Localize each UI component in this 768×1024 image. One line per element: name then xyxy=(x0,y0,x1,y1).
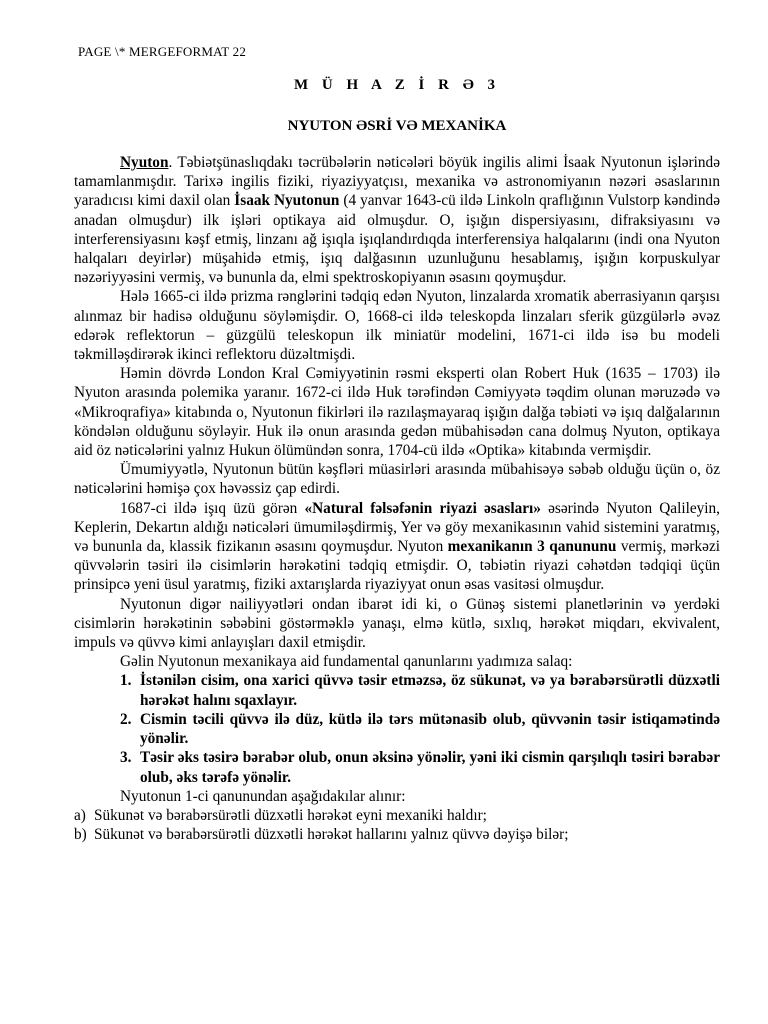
paragraph-text: vermiş, mərkəzi qüvvələrin təsiri ilə cisimlərin hərəkətini tədqiq etmişdir. O, təbiətin riyazi cəhətdən tədqiqi üçün prinsipcə yeni üsul yaratmış, fiziki axtarışlarda riyaziyyat onun əsas vasitəsi olmuşdur. xyxy=(74,538,720,594)
paragraph-7: Gəlin Nyutonun mexanikaya aid fundamental qanunlarını yadımıza salaq: xyxy=(120,653,573,671)
list-number: 2. xyxy=(120,710,132,728)
bold-book-title: «Natural fəlsəfənin riyazi əsasları» xyxy=(304,499,541,517)
paragraph-text: (4 yanvar 1643-cü ildə Linkoln qraflığının Vulstorp kəndində anadan olmuşdur) ilk işləri optikaya aid olmuşdur. O, işığın dispersiyasını, difraksiyasını və interferensiyasını kəşf etmiş, linzanı ağ işıqla işıqlandırdıqda interferensiya halqalarını (indi ona Nyuton halqaları deyirlər) müşahidə etmiş, işıq dalğasının uzunluğunu hesablamış, işığın korpuskulyar nəzəriyyəsini vermiş, və bununla da, elmi spektroskopiyanın əsasını qoymuşdur. xyxy=(74,192,720,287)
list-item xyxy=(120,710,720,748)
paragraph-5 xyxy=(74,499,720,595)
laws-list xyxy=(74,671,720,786)
consequence-text: Sükunət və bərabərsürətli düzxətli hərəkət hallarını yalnız qüvvə dəyişə bilər; xyxy=(94,826,569,844)
paragraph-text: . Təbiətşünaslıqdakı təcrübələrin nəticələri böyük ingilis alimi İsaak Nyutonun işlərində tamamlanmışdır. Tarixə ingilis fiziki, riyaziyyatçısı, mexanika və astronomiyanın nəzəri əsaslarının yaradıcısı kimi daxil olan xyxy=(74,154,720,210)
bold-three-laws: mexanikanın 3 qanununu xyxy=(447,538,617,556)
paragraph-2: Hələ 1665-ci ildə prizma rənglərini tədqiq edən Nyuton, linzalarda xromatik aberrasiyanın qarşısı alınmaz bir hadisə olduğunu söyləmişdir. O, 1668-ci ildə teleskopda linzaları sferik güzgülərlə əvəz edərək reflektorun – güzgülü teleskopun ilk miniatür modelini, 1671-ci ildə isə bu modeli təkmilləşdirərək ikinci reflektoru düzəltmişdi. xyxy=(74,288,720,364)
consequences-intro: Nyutonun 1-ci qanunundan aşağıdakılar alınır: xyxy=(120,787,406,805)
list-item xyxy=(120,671,720,709)
main-title: NYUTON ƏSRİ VƏ MEXANİKA xyxy=(287,118,507,134)
law-text: İstənilən cisim, ona xarici qüvvə təsir etməzsə, öz sükunət, və ya bərabərsürətli düzxətli hərəkət halını sqaxlayır. xyxy=(140,672,720,709)
list-letter: a) xyxy=(74,806,86,824)
paragraph-6: Nyutonun digər nailiyyətləri ondan ibarət idi ki, o Günəş sistemi planetlərinin və yerdəki cisimlərin hərəkətinin səbəbini göstərməklə yanaşı, elmə kütlə, sıxlıq, hərəkət miqdarı, ekvivalent, impuls və qüvvə kimi anlayışları daxil etmişdir. xyxy=(74,595,720,652)
paragraph-3: Həmin dövrdə London Kral Cəmiyyətinin rəsmi eksperti olan Robert Huk (1635 – 1703) ilə Nyuton arasında polemika yaranır. 1672-ci ildə Huk tərəfindən Cəmiyyətə təqdim olunan məruzədə və «Mikroqrafiya» kitabında o, Nyutonun fikirləri ilə razılaşmayaraq işığın dalğa təbiəti və işıq dalğalarının köndələn olduğunu söyləyir. Huk ilə onun arasında gedən mübahisədən cana dolmuş Nyuton, optikaya aid öz nəticələrini yalnız Hukun ölümündən sonra, 1704-cü ildə «Optika» kitabında vermişdir. xyxy=(74,365,720,460)
consequences-list xyxy=(74,806,720,844)
bold-name: İsaak Nyutonun xyxy=(234,192,340,210)
list-item xyxy=(120,748,720,786)
page-header: PAGE \* MERGEFORMAT 22 xyxy=(78,44,247,59)
law-text: Təsir əks təsirə bərabər olub, onun əksinə yönəlir, yəni iki cismin qarşılıqlı təsiri bərabər olub, əks tərəfə yönəlir. xyxy=(140,749,720,786)
paragraph-lead-term: Nyuton xyxy=(120,154,169,171)
list-number: 3. xyxy=(120,749,132,767)
list-item xyxy=(74,825,720,844)
list-item xyxy=(74,806,720,825)
paragraph-text: 1687-ci ildə işıq üzü görən xyxy=(120,499,305,517)
paragraph-1 xyxy=(74,153,720,287)
paragraph-text: əsərində Nyuton Qalileyin, Keplerin, Dekartın aldığı nəticələri ümumiləşdirmiş, Yer və göy mexanikasının vahid sistemini yaratmış, və bununla da, klassik fizikanın əsasını qoymuşdur. Nyuton xyxy=(74,499,720,556)
consequence-text: Sükunət və bərabərsürətli düzxətli hərəkət eyni mexaniki haldır; xyxy=(94,806,487,824)
list-letter: b) xyxy=(74,826,87,844)
list-number: 1. xyxy=(120,672,132,690)
law-text: Cismin təcili qüvvə ilə düz, kütlə ilə tərs mütənasib olub, qüvvənin təsir istiqamətində yönəlir. xyxy=(140,710,720,748)
document-body xyxy=(74,153,720,844)
lecture-title: M Ü H A Z İ R Ə 3 xyxy=(293,77,501,93)
paragraph-4: Ümumiyyətlə, Nyutonun bütün kəşfləri müasirləri arasında mübahisəyə səbəb olduğu üçün o, öz nəticələrini həmişə çox həvəssiz çap edirdi. xyxy=(74,461,720,498)
